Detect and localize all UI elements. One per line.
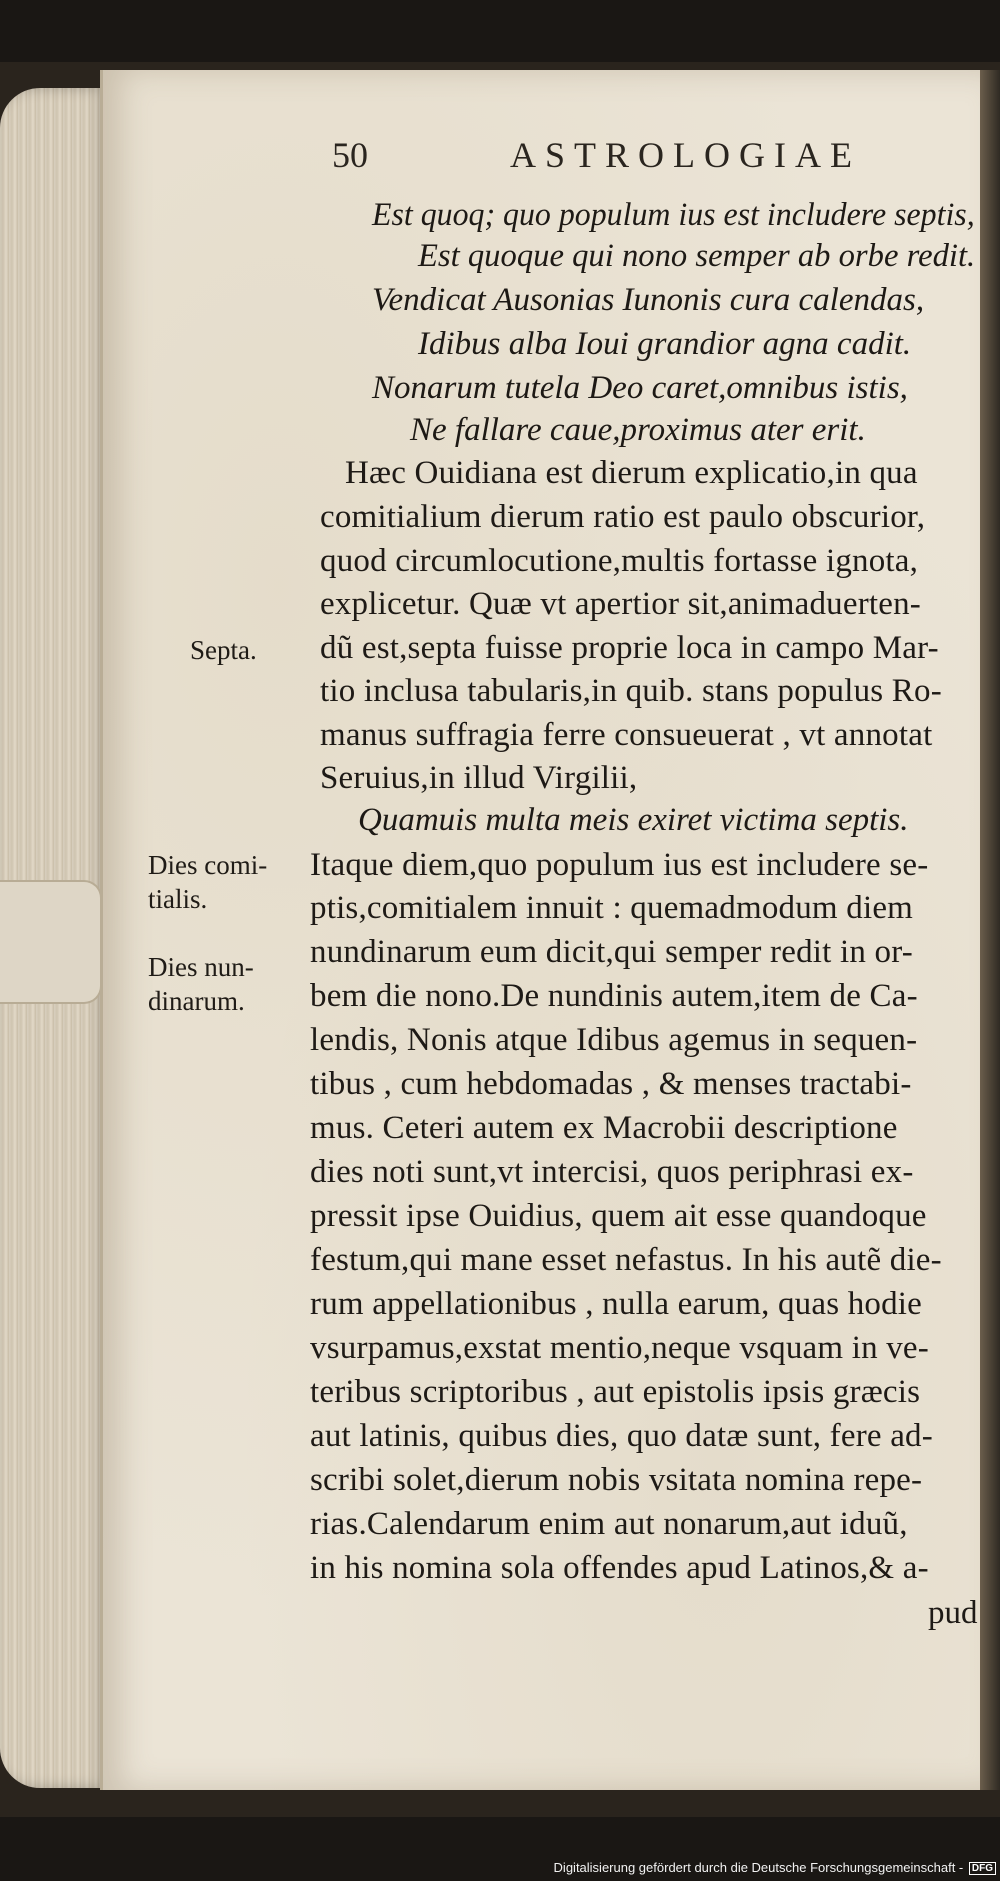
page-number: 50 [332, 135, 368, 175]
text-line: tibus , cum hebdomadas , & menses tractabi- [310, 1066, 912, 1102]
text-line: aut latinis, quibus dies, quo datæ sunt, fere ad- [310, 1418, 933, 1454]
margin-note-nundinarum-line2: dinarum. [148, 986, 245, 1016]
quoted-verse: Quamuis multa meis exiret victima septis. [358, 802, 909, 838]
page-gutter [980, 70, 1000, 1790]
text-line: dies noti sunt,vt intercisi, quos periphrasi ex- [310, 1154, 914, 1190]
text-line: dũ est,septa fuisse proprie loca in campo Mar- [320, 630, 939, 666]
text-line: mus. Ceteri autem ex Macrobii descriptione [310, 1110, 898, 1146]
text-line: Hæc Ouidiana est dierum explicatio,in qua [345, 455, 918, 491]
text-line: tio inclusa tabularis,in quib. stans populus Ro- [320, 673, 942, 709]
digitization-credit [554, 1860, 996, 1875]
verse-line: Est quoque qui nono semper ab orbe redit. [418, 238, 976, 274]
text-line: lendis, Nonis atque Idibus agemus in sequen- [310, 1022, 918, 1058]
credit-text: Digitalisierung gefördert durch die Deutsche Forschungsgemeinschaft - [553, 1859, 964, 1875]
text-line: explicetur. Quæ vt apertior sit,animaduerten- [320, 586, 921, 622]
book-clasp [0, 880, 102, 1004]
text-line: teribus scriptoribus , aut epistolis ipsis græcis [310, 1374, 921, 1410]
page-header [332, 134, 962, 180]
verse-line: Nonarum tutela Deo caret,omnibus istis, [372, 370, 908, 406]
text-line: Seruius,in illud Virgilii, [320, 760, 638, 796]
verse-line: Ne fallare caue,proximus ater erit. [410, 412, 866, 448]
margin-note-comitialis-line1: Dies comi- [148, 850, 268, 880]
margin-note-nundinarum-line1: Dies nun- [148, 952, 254, 982]
text-line: rum appellationibus , nulla earum, quas hodie [310, 1286, 923, 1322]
verse-line: Idibus alba Ioui grandior agna cadit. [418, 326, 912, 362]
text-line: ptis,comitialem innuit : quemadmodum diem [310, 890, 914, 926]
text-line: pressit ipse Ouidius, quem ait esse quandoque [310, 1198, 927, 1234]
text-line: comitialium dierum ratio est paulo obscurior, [320, 499, 926, 535]
verse-line: Vendicat Ausonias Iunonis cura calendas, [372, 282, 925, 318]
text-line: Itaque diem,quo populum ius est includere se- [310, 847, 929, 883]
text-line: nundinarum eum dicit,qui semper redit in or- [310, 934, 913, 970]
verse-line: Est quoq; quo populum ius est includere septis, [372, 197, 975, 233]
dfg-logo: DFG [969, 1862, 996, 1875]
text-line: bem die nono.De nundinis autem,item de Ca- [310, 978, 918, 1014]
text-line: vsurpamus,exstat mentio,neque vsquam in ve- [310, 1330, 929, 1366]
margin-note-septa: Septa. [190, 635, 257, 665]
text-line: quod circumlocutione,multis fortasse ignota, [320, 543, 919, 579]
margin-note-comitialis-line2: tialis. [148, 884, 208, 914]
text-line: rias.Calendarum enim aut nonarum,aut iduũ, [310, 1506, 908, 1542]
text-line: manus suffragia ferre consueuerat , vt annotat [320, 717, 933, 753]
text-line: festum,qui mane esset nefastus. In his autẽ die- [310, 1242, 942, 1278]
catchword: pud [928, 1595, 978, 1631]
running-head: ASTROLOGIAE [510, 135, 861, 175]
text-line: in his nomina sola offendes apud Latinos,& a- [310, 1550, 929, 1586]
text-line: scribi solet,dierum nobis vsitata nomina repe- [310, 1462, 923, 1498]
